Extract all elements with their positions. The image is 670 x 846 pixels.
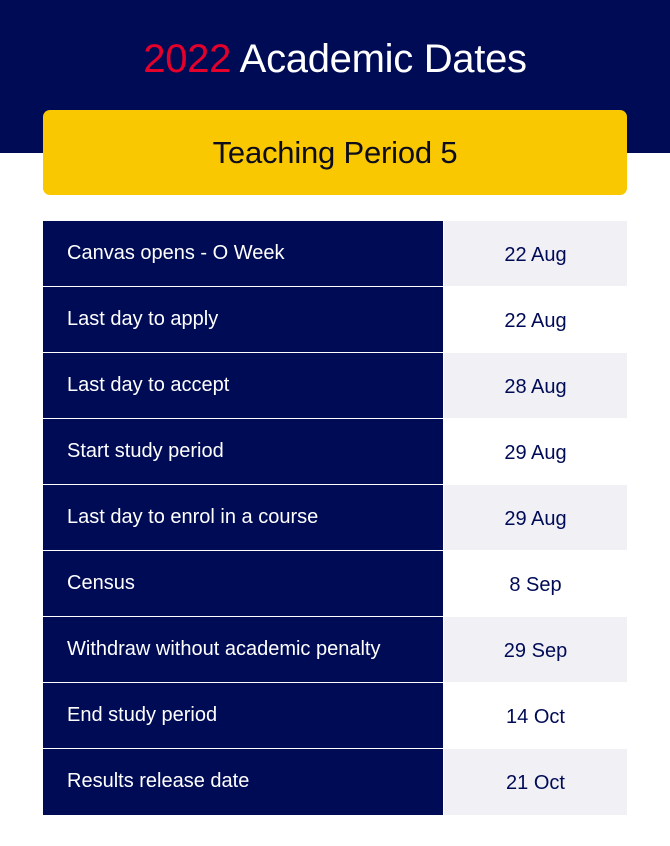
table-row (43, 419, 627, 485)
table-row (43, 617, 627, 683)
table-row (43, 353, 627, 419)
event-cell: End study period (43, 683, 444, 748)
table-row (43, 287, 627, 353)
event-cell: Canvas opens - O Week (43, 221, 444, 286)
table-row (43, 221, 627, 287)
event-cell: Last day to apply (43, 287, 444, 352)
period-banner (43, 110, 627, 195)
date-cell: 28 Aug (444, 353, 627, 418)
date-cell: 29 Aug (444, 419, 627, 484)
event-cell: Last day to accept (43, 353, 444, 418)
event-cell: Last day to enrol in a course (43, 485, 444, 550)
date-cell: 8 Sep (444, 551, 627, 616)
date-cell: 29 Aug (444, 485, 627, 550)
page-title (0, 36, 670, 82)
title-year: 2022 (143, 37, 232, 81)
dates-table (43, 221, 627, 815)
event-cell: Census (43, 551, 444, 616)
table-row (43, 551, 627, 617)
event-cell: Results release date (43, 749, 444, 815)
table-row (43, 749, 627, 815)
event-cell: Start study period (43, 419, 444, 484)
date-cell: 21 Oct (444, 749, 627, 815)
period-label: Teaching Period 5 (212, 134, 458, 170)
table-row (43, 485, 627, 551)
event-cell: Withdraw without academic penalty (43, 617, 444, 682)
date-cell: 29 Sep (444, 617, 627, 682)
date-cell: 22 Aug (444, 287, 627, 352)
date-cell: 22 Aug (444, 221, 627, 286)
date-cell: 14 Oct (444, 683, 627, 748)
title-text: Academic Dates (231, 37, 527, 81)
table-row (43, 683, 627, 749)
